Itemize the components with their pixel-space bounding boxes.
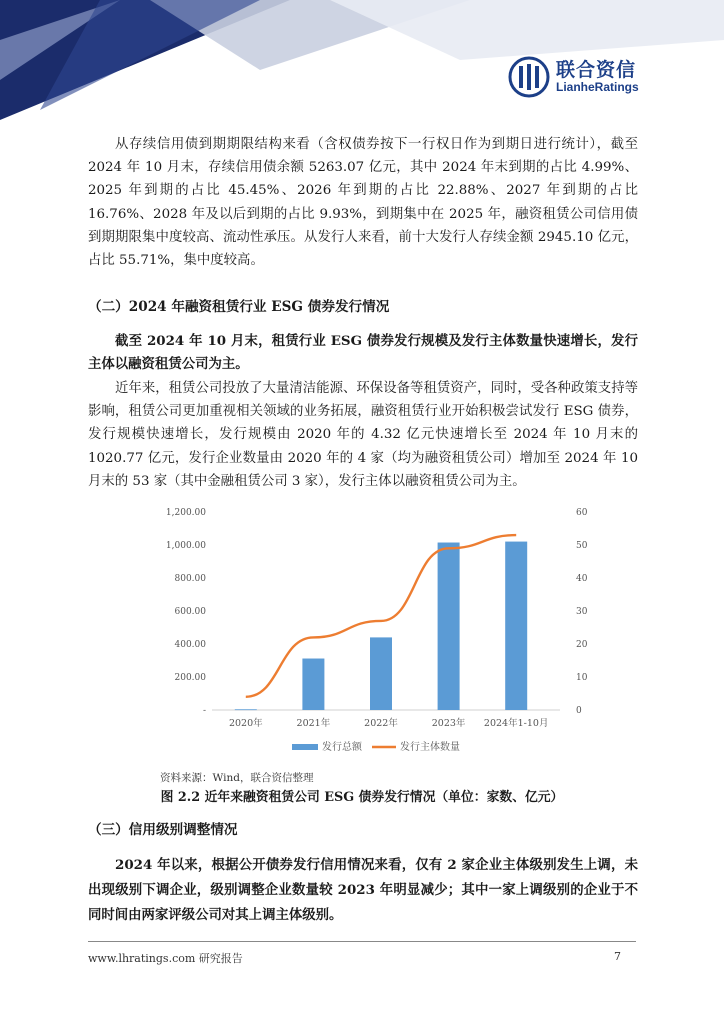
y-right-tick-label: 30 (576, 607, 588, 617)
y-left-tick-label: 800.00 (174, 574, 206, 584)
x-tick-label: 2021年 (296, 718, 331, 729)
y-right-tick-label: 60 (576, 508, 588, 518)
page-number: 7 (614, 950, 621, 963)
lianhe-logo-icon (508, 56, 550, 98)
footer-divider (88, 941, 636, 942)
logo-cn-text: 联合资信 (556, 58, 637, 81)
y-right-tick-label: 50 (576, 541, 588, 551)
x-tick-label: 2022年 (364, 718, 398, 729)
bar-issuance-amount (438, 543, 460, 710)
y-left-tick-label: 600.00 (174, 607, 206, 617)
bar-issuance-amount (505, 542, 527, 710)
y-right-tick-label: 40 (576, 574, 588, 584)
bar-issuance-amount (302, 659, 324, 710)
paragraph-esg-detail: 近年来，租赁公司投放了大量清洁能源、环保设备等租赁资产，同时，受各种政策支持等影响，租赁公司更加重视相关领域的业务拓展，融资租赁行业开始积极尝试发行 ESG 债券，发行规模快速增长，发行规模由 2020 年的 4.32 亿元快速增长至 2024 年 10 月末的 1020.77 亿元，发行企业数量由 2020 年的 4 家（均为融资租赁公司）增加至 2024 年 10 月末的 53 家（其中金融租赁公司 3 家），发行主体以融资租赁公司为主。 (88, 381, 638, 489)
legend-bar-label: 发行总额 (322, 742, 362, 753)
section-heading-esg: （二）2024 年融资租赁行业 ESG 债券发行情况 (88, 299, 390, 315)
legend-line-label: 发行主体数量 (400, 742, 460, 753)
legend-bar-swatch (292, 744, 318, 750)
x-tick-label: 2023年 (431, 718, 466, 729)
bar-issuance-amount (235, 709, 257, 710)
y-left-tick-label: 400.00 (174, 640, 206, 650)
logo-en-text: LianheRatings (556, 79, 639, 94)
paragraph-rating: 2024 年以来，根据公开债券发行信用情况来看，仅有 2 家企业主体级别发生上调，未出现级别下调企业，级别调整企业数量较 2023 年明显减少；其中一家上调级别的企业于不同时间由两家评级公司对其上调主体级别。 (88, 857, 638, 923)
y-left-tick-label: 200.00 (174, 673, 206, 683)
y-left-tick-label: 1,000.00 (165, 541, 206, 551)
paragraph-maturity: 从存续信用债到期期限结构来看（含权债券按下一行权日作为到期日进行统计），截至 2024 年 10 月末，存续信用债余额 5263.07 亿元，其中 2024 年末到期的占比 4.99%、2025 年到期的占比 45.45%、2026 年到期的占比 22.88%、2027 年到期的占比 16.76%、2028 年及以后到期的占比 9.93%，到期集中在 2025 年，融资租赁公司信用债到期期限集中度较高、流动性承压。从发行人来看，前十大发行人存续金额 2945.10 亿元，占比 55.71%，集中度较高。 (88, 137, 638, 269)
esg-issuance-chart (150, 500, 590, 762)
chart-source: 资料来源：Wind，联合资信整理 (160, 772, 314, 784)
y-left-tick-label: - (202, 706, 206, 716)
x-tick-label: 2024年1-10月 (483, 718, 549, 729)
bar-issuance-amount (370, 637, 392, 710)
y-right-tick-label: 10 (576, 673, 588, 683)
figure-caption: 图 2.2 近年来融资租赁公司 ESG 债券发行情况（单位：家数、亿元） (160, 790, 564, 805)
y-left-tick-label: 1,200.00 (165, 508, 206, 518)
y-right-tick-label: 0 (576, 706, 582, 716)
footer-site: www.lhratings.com 研究报告 (88, 952, 243, 965)
company-logo (508, 56, 639, 98)
section-heading-rating: （三）信用级别调整情况 (88, 822, 238, 838)
x-tick-label: 2020年 (228, 718, 263, 729)
paragraph-esg-summary: 截至 2024 年 10 月末，租赁行业 ESG 债券发行规模及发行主体数量快速增长，发行主体以融资租赁公司为主。 (88, 333, 638, 373)
y-right-tick-label: 20 (576, 640, 588, 650)
